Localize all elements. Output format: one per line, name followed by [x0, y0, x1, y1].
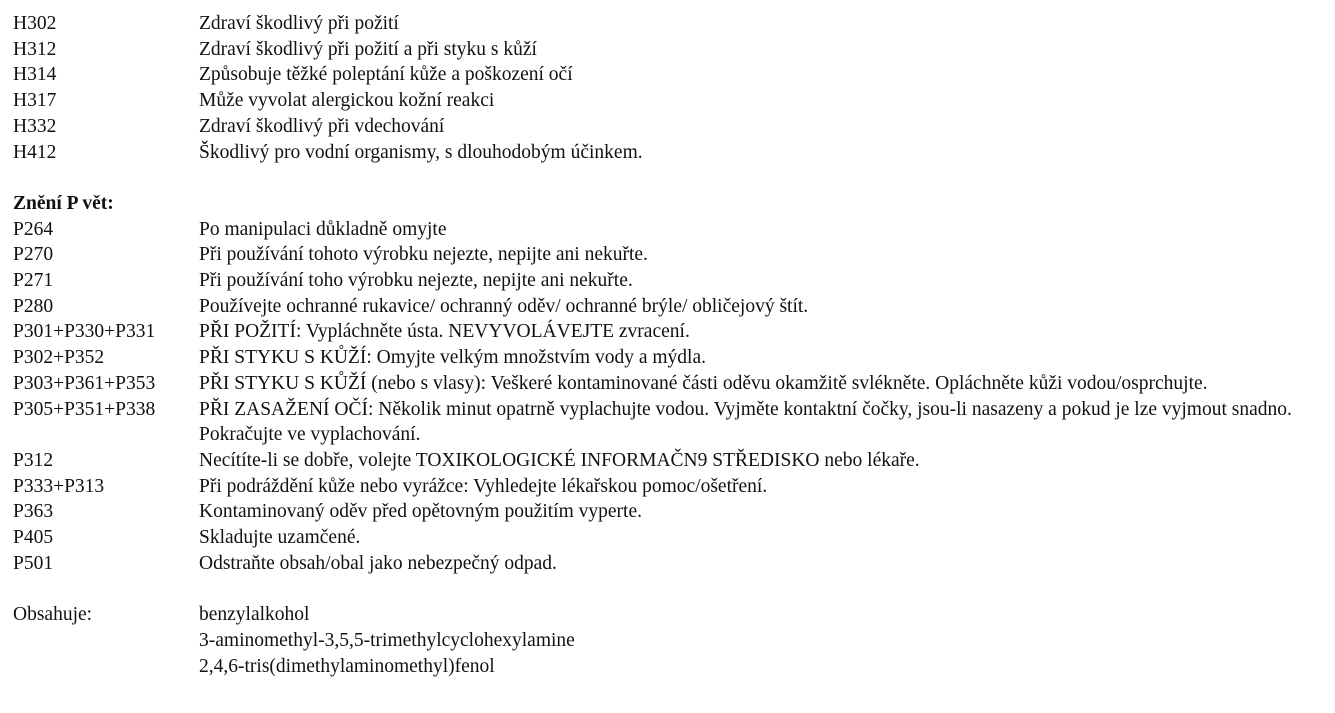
p-statement-row [13, 371, 1328, 397]
h-statements-list [13, 11, 1328, 165]
p-statement-row [13, 525, 1328, 551]
p-statement-row [13, 499, 1328, 525]
contains-row [13, 628, 1328, 654]
contains-item: 2,4,6-tris(dimethylaminomethyl)fenol [199, 655, 495, 677]
p-statement-code: P280 [13, 295, 54, 317]
p-statement-code: P303+P361+P353 [13, 372, 156, 394]
h-statement-row [13, 140, 1328, 166]
section-gap [13, 165, 1328, 191]
contains-label-empty [13, 654, 199, 680]
p-statement-row [13, 268, 1328, 294]
h-statement-text: Zdraví škodlivý při požití [199, 13, 399, 34]
p-statement-text: PŘI STYKU S KŮŽÍ (nebo s vlasy): Veškeré kontaminované části oděvu okamžitě svlékněte. Opláchněte kůži vodou/osprchujte. [199, 372, 1208, 394]
p-statement-row [13, 345, 1328, 371]
h-statement-text: Zdraví škodlivý při vdechování [199, 115, 445, 137]
p-statement-row [13, 474, 1328, 500]
h-statement-row [13, 62, 1328, 88]
h-statement-code: H314 [13, 64, 57, 86]
p-statement-text: PŘI STYKU S KŮŽÍ: Omyjte velkým množstvím vody a mýdla. [199, 347, 706, 369]
h-statement-text: Způsobuje těžké poleptání kůže a poškození očí [199, 64, 573, 86]
contains-row [13, 602, 1328, 628]
p-statements-list [13, 217, 1328, 577]
p-statement-code: P333+P313 [13, 475, 105, 497]
p-statement-text: Odstraňte obsah/obal jako nebezpečný odpad. [199, 552, 557, 574]
p-statement-code: P264 [13, 218, 54, 240]
contains-label: Obsahuje: [13, 604, 93, 626]
p-statement-text: PŘI POŽITÍ: Vypláchněte ústa. NEVYVOLÁVEJTE zvracení. [199, 321, 690, 343]
p-statement-text: Používejte ochranné rukavice/ ochranný oděv/ ochranné brýle/ obličejový štít. [199, 295, 809, 317]
section-gap [13, 576, 1328, 602]
p-statement-code: P271 [13, 270, 54, 292]
h-statement-row [13, 114, 1328, 140]
p-statement-row [13, 319, 1328, 345]
h-statement-code: H302 [13, 13, 57, 34]
p-statement-row [13, 448, 1328, 474]
p-statement-code: P305+P351+P338 [13, 398, 156, 420]
p-statements-heading: Znění P vět: [13, 192, 114, 214]
p-statement-code: P312 [13, 449, 54, 471]
h-statement-code: H312 [13, 38, 57, 60]
p-statement-row [13, 217, 1328, 243]
contains-item: benzylalkohol [199, 604, 310, 626]
p-statement-text: Při podráždění kůže nebo vyrážce: Vyhledejte lékařskou pomoc/ošetření. [199, 475, 768, 497]
contains-item: 3-aminomethyl-3,5,5-trimethylcyclohexylamine [199, 629, 575, 651]
p-statement-code: P363 [13, 501, 54, 523]
h-statement-text: Škodlivý pro vodní organismy, s dlouhodobým účinkem. [199, 141, 643, 163]
safety-document [13, 11, 1328, 679]
p-statement-text: PŘI ZASAŽENÍ OČÍ: Několik minut opatrně vyplachujte vodou. Vyjměte kontaktní čočky, jsou-li nasazeny a pokud je lze vyjmout snadno. Pokračujte ve vyplachování. [199, 398, 1292, 446]
p-statement-row [13, 397, 1328, 448]
h-statement-code: H412 [13, 141, 57, 163]
p-statement-text: Při používání toho výrobku nejezte, nepijte ani nekuřte. [199, 270, 633, 292]
h-statement-row [13, 88, 1328, 114]
p-statement-row [13, 551, 1328, 577]
p-statement-text: Skladujte uzamčené. [199, 527, 361, 549]
contains-row [13, 654, 1328, 680]
p-statement-text: Po manipulaci důkladně omyjte [199, 218, 447, 240]
h-statement-row [13, 11, 1328, 37]
p-statement-code: P270 [13, 244, 54, 266]
p-statement-code: P405 [13, 527, 54, 549]
h-statement-text: Zdraví škodlivý při požití a při styku s kůží [199, 38, 537, 60]
p-statement-text: Při používání tohoto výrobku nejezte, nepijte ani nekuřte. [199, 244, 648, 266]
p-statement-row [13, 242, 1328, 268]
p-statement-text: Necítíte-li se dobře, volejte TOXIKOLOGICKÉ INFORMAČN9 STŘEDISKO nebo lékaře. [199, 449, 920, 471]
p-statement-row [13, 294, 1328, 320]
p-statement-code: P501 [13, 552, 54, 574]
contains-label-empty [13, 628, 199, 654]
p-statement-text: Kontaminovaný oděv před opětovným použitím vyperte. [199, 501, 642, 523]
p-statement-code: P301+P330+P331 [13, 321, 156, 343]
h-statement-row [13, 37, 1328, 63]
h-statement-code: H332 [13, 115, 57, 137]
h-statement-text: Může vyvolat alergickou kožní reakci [199, 90, 495, 112]
p-statement-code: P302+P352 [13, 347, 105, 369]
contains-section [13, 602, 1328, 679]
h-statement-code: H317 [13, 90, 57, 112]
